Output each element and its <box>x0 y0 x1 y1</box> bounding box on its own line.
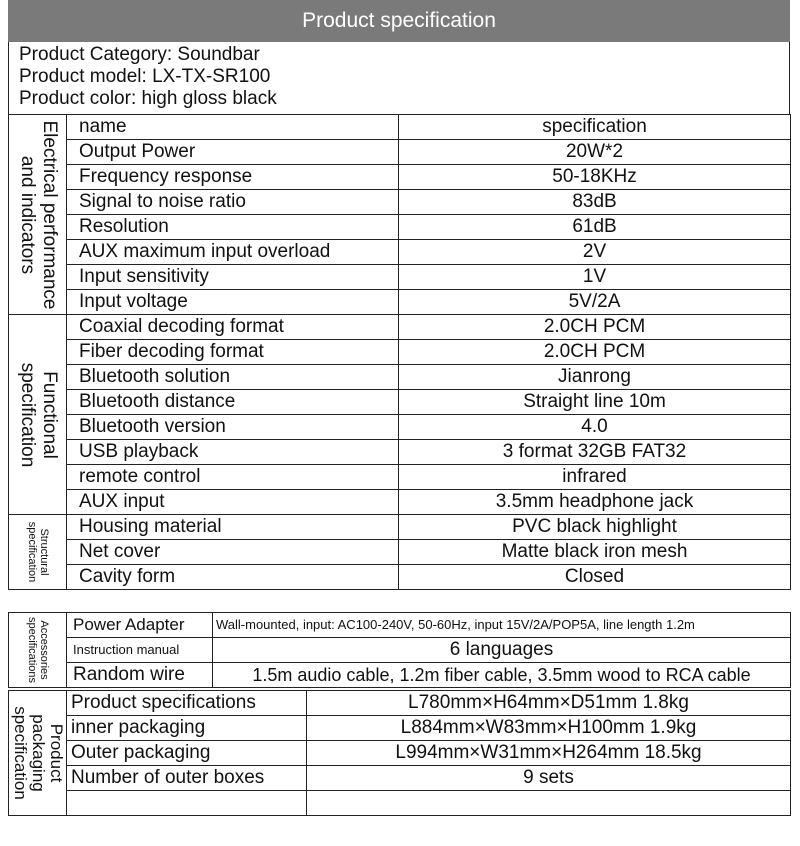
category-label: Functional <box>38 370 60 459</box>
category-label: Product <box>46 723 66 783</box>
category-label: Accessories <box>37 620 50 680</box>
category-label: specifications <box>25 616 38 684</box>
table-row <box>9 190 791 215</box>
page-title: Product specification <box>8 0 790 42</box>
spec-name: Housing material <box>67 515 399 540</box>
product-category: Product Category: Soundbar <box>19 44 260 65</box>
spec-value: 3.5mm headphone jack <box>399 490 791 515</box>
spec-name: AUX input <box>67 490 399 515</box>
product-color: Product color: high gloss black <box>19 88 277 109</box>
spec-value: L994mm×W31mm×H264mm 18.5kg <box>307 741 791 766</box>
category-label: specification <box>16 362 38 467</box>
spec-name: Fiber decoding format <box>67 340 399 365</box>
spec-name: Resolution <box>67 215 399 240</box>
spec-value: L884mm×W83mm×H100mm 1.9kg <box>307 716 791 741</box>
category-label: specification <box>25 521 38 583</box>
spec-value: PVC black highlight <box>399 515 791 540</box>
spec-value: 2V <box>399 240 791 265</box>
spec-value: 9 sets <box>307 766 791 791</box>
table-row <box>9 465 791 490</box>
category-packaging <box>9 691 67 816</box>
spec-name: Output Power <box>67 140 399 165</box>
category-label: specification <box>10 706 30 800</box>
spec-name <box>67 791 307 816</box>
spec-value: Wall-mounted, input: AC100-240V, 50-60Hz, input 15V/2A/POP5A, line length 1.2m <box>213 613 791 638</box>
spec-value: infrared <box>399 465 791 490</box>
category-label: and indicators <box>16 155 38 274</box>
table-row <box>9 290 791 315</box>
table-row <box>9 165 791 190</box>
table-row <box>9 440 791 465</box>
table-row <box>9 140 791 165</box>
header-name: name <box>67 115 399 140</box>
table-row <box>9 663 791 688</box>
spec-name: Instruction manual <box>67 638 213 663</box>
table-row <box>9 490 791 515</box>
spec-name: Bluetooth solution <box>67 365 399 390</box>
spec-value: L780mm×H64mm×D51mm 1.8kg <box>307 691 791 716</box>
table-row <box>9 741 791 766</box>
spec-name: Net cover <box>67 540 399 565</box>
category-functional <box>9 315 67 515</box>
spec-name: AUX maximum input overload <box>67 240 399 265</box>
table-row <box>9 365 791 390</box>
spec-name: Number of outer boxes <box>67 766 307 791</box>
spec-value <box>307 791 791 816</box>
spec-value: Jianrong <box>399 365 791 390</box>
table-row <box>9 565 791 590</box>
spec-name: Product specifications <box>67 691 307 716</box>
spec-name: Outer packaging <box>67 741 307 766</box>
spec-value: Matte black iron mesh <box>399 540 791 565</box>
spec-name: Random wire <box>67 663 213 688</box>
spec-name: inner packaging <box>67 716 307 741</box>
header-spec: specification <box>399 115 791 140</box>
table-row <box>9 716 791 741</box>
spec-value: 20W*2 <box>399 140 791 165</box>
spec-value: Closed <box>399 565 791 590</box>
spec-value: 4.0 <box>399 415 791 440</box>
spec-name: Bluetooth version <box>67 415 399 440</box>
spec-table-packaging <box>8 690 791 816</box>
spec-name: Frequency response <box>67 165 399 190</box>
category-label: Structural <box>37 528 50 576</box>
table-row <box>9 215 791 240</box>
table-row <box>9 265 791 290</box>
spec-table-accessories <box>8 612 791 688</box>
spec-name: USB playback <box>67 440 399 465</box>
spec-value: 6 languages <box>213 638 791 663</box>
spec-value: 5V/2A <box>399 290 791 315</box>
category-label: Electrical performance <box>38 119 60 310</box>
spec-name: Input sensitivity <box>67 265 399 290</box>
table-row <box>9 766 791 791</box>
spec-name: Bluetooth distance <box>67 390 399 415</box>
table-row <box>9 390 791 415</box>
category-structural <box>9 515 67 590</box>
table-row <box>9 540 791 565</box>
table-row <box>9 638 791 663</box>
spec-value: 3 format 32GB FAT32 <box>399 440 791 465</box>
table-row <box>9 315 791 340</box>
spec-table-main <box>8 114 791 590</box>
spec-value: 1.5m audio cable, 1.2m fiber cable, 3.5mm wood to RCA cable <box>213 663 791 688</box>
category-label: packaging <box>28 714 48 792</box>
spec-name: Power Adapter <box>67 613 213 638</box>
spec-sheet <box>8 0 790 824</box>
table-row <box>9 240 791 265</box>
table-row <box>9 791 791 816</box>
product-model: Product model: LX-TX-SR100 <box>19 66 271 87</box>
spec-value: 61dB <box>399 215 791 240</box>
table-row <box>9 340 791 365</box>
spec-value: 83dB <box>399 190 791 215</box>
category-accessories <box>9 613 67 688</box>
spec-name: remote control <box>67 465 399 490</box>
table-row <box>9 115 791 140</box>
spec-name: Input voltage <box>67 290 399 315</box>
spec-value: 1V <box>399 265 791 290</box>
spec-value: 50-18KHz <box>399 165 791 190</box>
spec-value: 2.0CH PCM <box>399 340 791 365</box>
spec-name: Signal to noise ratio <box>67 190 399 215</box>
table-row <box>9 691 791 716</box>
product-info <box>8 42 790 115</box>
table-row <box>9 613 791 638</box>
spec-name: Cavity form <box>67 565 399 590</box>
category-electrical <box>9 115 67 315</box>
spec-name: Coaxial decoding format <box>67 315 399 340</box>
spec-value: 2.0CH PCM <box>399 315 791 340</box>
table-row <box>9 415 791 440</box>
table-row <box>9 515 791 540</box>
spec-value: Straight line 10m <box>399 390 791 415</box>
